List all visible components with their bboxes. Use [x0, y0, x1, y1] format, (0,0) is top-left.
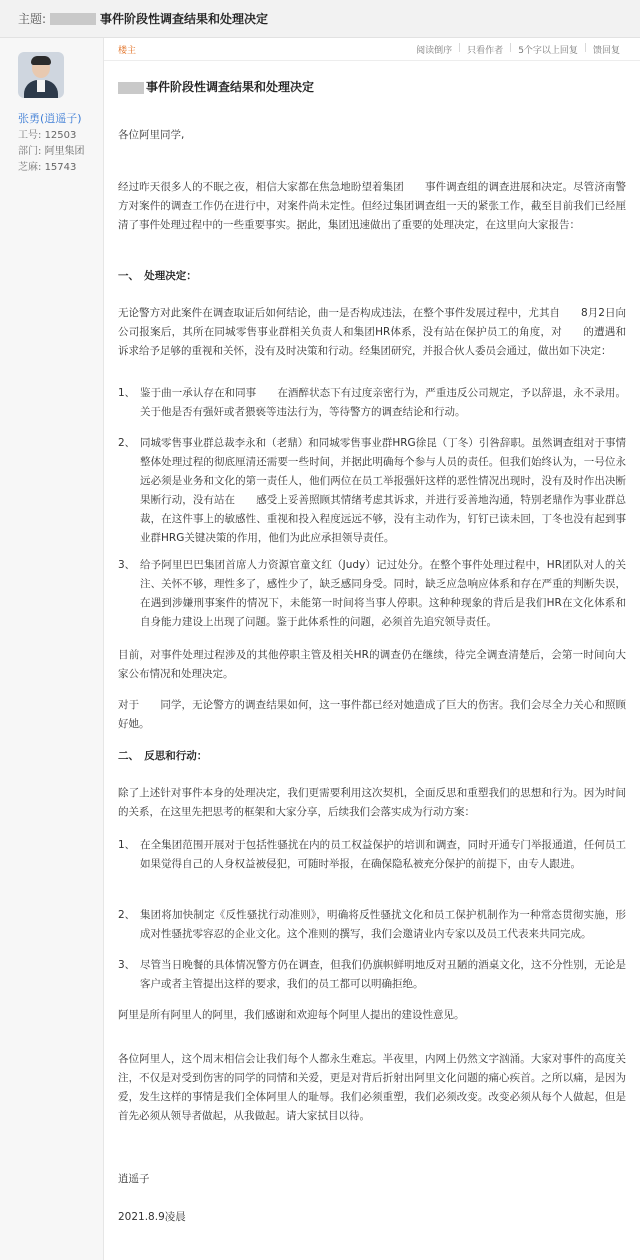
post-date: 2021.8.9凌晨: [118, 1211, 186, 1223]
author-name[interactable]: 张勇(逍遥子): [18, 112, 82, 125]
long-replies-link[interactable]: 5个字以上回复: [518, 46, 578, 56]
section-1-heading: 一、 处理决定：: [118, 270, 197, 282]
author-dept: [18, 142, 85, 157]
thread-subject: 事件阶段性调查结果和处理决定: [100, 12, 269, 26]
tool-separator: |: [583, 43, 587, 53]
owner-tag: 楼主: [118, 46, 137, 56]
subject-label: 主题:: [18, 12, 47, 26]
section-1-intro: 无论警方对此案件在调查取证后如何结论，曲一是否构成违法，在整个事件发展过程中，尤其自 8月2日向公司报案后，其所在同城零售事业群相关负责人和集团HR体系，没有站在保护员工的角度，对 的遭遇和诉求给予足够的重视和关怀，没有及时决策和行动。经集团研究，并报合伙人委员会通过，做出如下决定：: [118, 307, 626, 357]
signature: 逍遥子: [118, 1173, 150, 1185]
victim-care: 对于 同学，无论警方的调查结果如何，这一事件都已经对她造成了巨大的伤害。我们会尽全力关心和照顾好她。: [118, 699, 626, 730]
item-text: 同城零售事业群总裁李永和（老鼎）和同城零售事业群HRG徐昆（丁冬）引咎辞职。虽然调查组对于事情整体处理过程的彻底厘清还需要一些时间，并据此明确每个参与人员的责任。但我们始终认为，一号位永远必须是业务和文化的第一责任人，他们两位在员工举报强奸这样的恶性情况出现时，没有及时作出决断果断行动，没有站在 感受上妥善照顾其情绪考虑其诉求，并进行妥善地沟通，特别老鼎作为事业群总裁，在这件事上的敏感性、重视和投入程度远远不够，没有主动作为，钉钉已读未回，丁冬也没有起到事业群HRG关键决策的作用，他们为此应承担领导责任。: [140, 437, 626, 544]
post-title-text: 事件阶段性调查结果和处理决定: [146, 80, 315, 94]
item-number: 3、: [118, 959, 136, 971]
item-number: 3、: [118, 559, 136, 571]
intro-paragraph: 经过昨天很多人的不眠之夜，相信大家都在焦急地盼望着集团 事件调查组的调查进展和决定。尽管济南警方对案件的调查工作仍在进行中，对案件尚未定性。但经过集团调查组一天的紧张工作，截至目前我们已经厘清了事件处理过程中的一些重要事实。据此，集团迅速做出了重要的处理决定，在这里向大家报告：: [118, 181, 626, 231]
avatar-hair: [31, 56, 51, 65]
author-only-link[interactable]: 只看作者: [467, 46, 504, 56]
author-sesame-value: 15743: [44, 162, 77, 173]
post-toolbar: [104, 38, 640, 61]
tool-separator: |: [458, 43, 462, 53]
author-id: [18, 126, 76, 141]
author-dept-value: 阿里集团: [44, 146, 85, 157]
item-number: 1、: [118, 839, 136, 851]
item-number: 2、: [118, 909, 136, 921]
investigation-status: 目前，对事件处理过程涉及的其他停职主管及相关HR的调查仍在继续，待完全调查清楚后，会第一时间向大家公布情况和处理决定。: [118, 649, 626, 680]
item-text: 给予阿里巴巴集团首席人力资源官童文红（Judy）记过处分。在整个事件处理过程中，HR团队对人的关注、关怀不够，理性多了，感性少了，缺乏感同身受。同时，缺乏应急响应体系和存在严重的判断失误，在遇到涉嫌刑事案件的情况下，未能第一时间将当事人停职。这种种现象的背后是我们HR在文化体系和自身能力建设上出现了问题。鉴于此体系性的问题，必须首先追究领导责任。: [140, 559, 626, 628]
item-text: 在全集团范围开展对于包括性骚扰在内的员工权益保护的培训和调查，同时开通专门举报通道，任何员工如果觉得自己的人身权益被侵犯，可随时举报，在确保隐私被充分保护的前提下，由专人跟进。: [140, 839, 626, 870]
author-sesame: [18, 158, 76, 173]
item-text: 尽管当日晚餐的具体情况警方仍在调查，但我们仍旗帜鲜明地反对丑陋的酒桌文化，这不分性别，无论是客户或者主管提出这样的要求，我们的员工都可以明确拒绝。: [140, 959, 626, 990]
reply-feedback-link[interactable]: 馈回复: [592, 46, 620, 56]
closing-paragraph-1: 阿里是所有阿里人的阿里，我们感谢和欢迎每个阿里人提出的建设性意见。: [118, 1009, 465, 1021]
item-number: 2、: [118, 437, 136, 449]
section-2-heading: 二、 反思和行动：: [118, 750, 208, 762]
action-item-1: [118, 836, 626, 874]
author-id-label: 工号:: [18, 130, 42, 141]
action-item-3: [118, 956, 626, 994]
avatar-collar: [37, 80, 45, 92]
author-sidebar: [0, 38, 104, 1260]
item-text: 鉴于曲一承认存在和同事 在酒醉状态下有过度亲密行为，严重违反公司规定，予以辞退，永不录用。关于他是否有强奸或者猥亵等违法行为，等待警方的调查结论和行动。: [140, 387, 626, 418]
greeting: 各位阿里同学,: [118, 129, 185, 141]
decision-item-2: [118, 434, 626, 548]
post-title: [118, 78, 314, 95]
section-2-intro: 除了上述针对事件本身的处理决定，我们更需要利用这次契机，全面反思和重塑我们的思想和行为。因为时间的关系，在这里先把思考的框架和大家分享，后续我们会落实成为行动方案：: [118, 787, 626, 818]
author-dept-label: 部门:: [18, 146, 42, 157]
author-id-value: 12503: [44, 130, 77, 141]
author-sesame-label: 芝麻:: [18, 162, 42, 173]
post-content: [104, 38, 640, 1260]
redacted-block: [118, 82, 144, 94]
action-item-2: [118, 906, 626, 944]
decision-item-1: [118, 384, 626, 422]
item-number: 1、: [118, 387, 136, 399]
post-tools: [410, 43, 626, 56]
redacted-block: [50, 13, 96, 25]
decision-item-3: [118, 556, 626, 632]
author-avatar[interactable]: [18, 52, 64, 98]
reverse-order-link[interactable]: 阅读倒序: [416, 46, 453, 56]
item-text: 集团将加快制定《反性骚扰行动准则》，明确将反性骚扰文化和员工保护机制作为一种常态贯彻实施，形成对性骚扰零容忍的企业文化。这个准则的撰写，我们会邀请业内专家以及员工代表来共同完成。: [140, 909, 626, 940]
tool-separator: |: [509, 43, 513, 53]
closing-paragraph-2: 各位阿里人，这个周末相信会让我们每个人都永生难忘。半夜里，内网上仍然文字汹涌。大家对事件的高度关注，不仅是对受到伤害的同学的同情和关爱，更是对背后折射出阿里文化问题的痛心疾首。之所以痛，是因为爱，发生这样的事情是我们全体阿里人的耻辱。我们必须重塑，我们必须改变。改变必须从每个人做起，但是首先必须从领导者做起，从我做起。请大家拭目以待。: [118, 1053, 626, 1122]
thread-subject-bar: [0, 0, 640, 38]
